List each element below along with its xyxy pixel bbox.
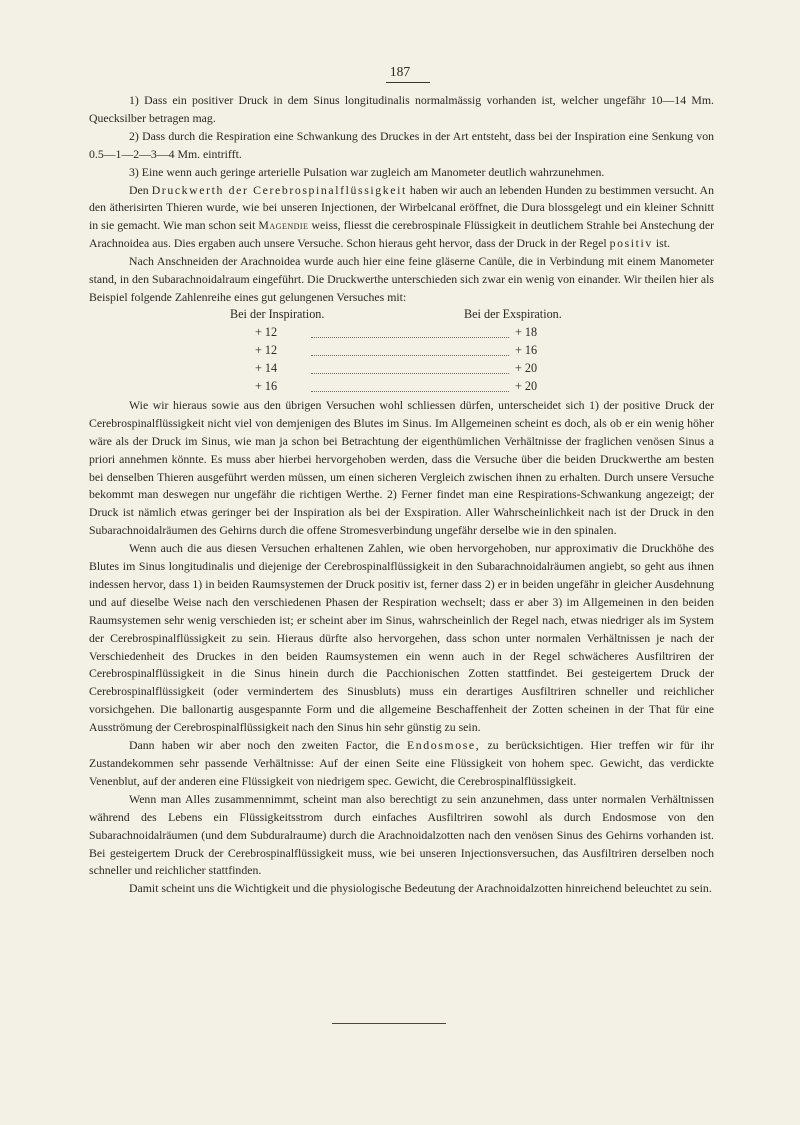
- paragraph-finding-3: 3) Eine wenn auch geringe arterielle Pulsation war zugleich am Manometer deutlich wahrzunehmen.: [129, 164, 605, 179]
- paragraph-experiment: Nach Anschneiden der Arachnoidea wurde auch hier eine feine gläserne Canüle, die in Verbindung mit einem Manometer stand, in den Subarachnoidalraum eingeführt. Die Druckwerthe unterschieden sich zwar ein wenig von einander. Wir theilen hier als Beispiel folgende Zahlenreihe eines gut gelungenen Versuches mit:: [89, 254, 714, 304]
- closing-rule: [332, 1023, 446, 1024]
- exspiration-value: + 16: [515, 342, 538, 357]
- table-row: [89, 379, 714, 397]
- spaced-term-endosmose: Endosmose,: [406, 738, 481, 753]
- paragraph-raumsysteme: Wenn auch die aus diesen Versuchen erhaltenen Zahlen, wie oben hervorgehoben, nur approximativ die Druckhöhe des Blutes im Sinus longitudinalis und diejenige der Cerebrospinalflüssigkeit in den Subarachnoidalräumen angiebt, so geht aus ihnen indessen hervor, dass 1) in beiden Raumsystemen der Druck positiv ist, ferner dass 2) er in beiden ungefähr in gleicher Ausdehnung und auf dieselbe Weise nach den verschiedenen Phasen der Respiration wechselt; dass er aber 3) im Allgemeinen in den beiden Raumsystemen sehr wenig verschieden ist; er scheint aber im Sinus, wahrscheinlich der Regel nach, etwas niedriger als im System der Cerebrospinalflüssigkeit zu sein. Hieraus dürfte also hervorgehen, dass schon unter normalen Verhältnissen je nach der Verschiedenheit des Druckes in den beiden Raumsystemen ein wenn auch in der Regel schwächeres Ausfiltriren der Cerebrospinalflüssigkeit in die Sinus hinein durch die Pacchionischen Zotten stattfindet. Bei gesteigertem Druck der Cerebrospinalflüssigkeit (oder vermindertem des Sinusbluts) muss ein derartiges Ausfiltriren schneller und reichlicher vorsichgehen. Die ballonartig ausgespannte Form und die allgemeine Beschaffenheit der Zotten scheinen in der That für eine Ausströmung der Cerebrospinalflüssigkeit nach den Sinus hin sehr günstig zu sein.: [89, 541, 714, 735]
- text-segment: Den: [129, 182, 149, 197]
- paragraph-conclusions: Wie wir hieraus sowie aus den übrigen Versuchen wohl schliessen dürfen, unterscheidet sich 1) der positive Druck der Cerebrospinalflüssigkeit nicht viel von demjenigen des Blutes im Sinus. Im Allgemeinen scheint es doch, als ob er ein wenig höher wäre als der Druck im Sinus, wie man ja schon bei Betrachtung der eigenthümlichen Verhältnisse der fraglichen venösen Sinus a priori annehmen könnte. Es muss aber hierbei hervorgehoben werden, dass die Versuche über die beiden Druckwerthe am besten bei denselben Thieren ausgeführt werden müssen, um einen sicheren Vergleich zwischen ihnen zu erhalten. Durch unsere Versuche bekommt man deswegen nur ungefähr die richtigen Werthe. 2) Ferner findet man eine Respirations-Schwankung angezeigt; der Druck ist nämlich etwas geringer bei der Inspiration als bei der Exspiration. Aller Wahrscheinlichkeit nach ist der Druck in den Subarachnoidalräumen des Gehirns durch die offene Stromesverbindung ungefähr derselbe wie in den spinalen.: [89, 397, 714, 538]
- text-segment: weiss, fliesst die cerebrospinale Flüssigkeit in deutlichem Strahle bei Anstechung der Arachnoidea aus. Dies ergaben auch unsere Versuche. Schon hieraus geht hervor, dass der Druck in der Regel: [89, 218, 715, 251]
- exspiration-value: + 20: [515, 378, 538, 393]
- paragraph-endosmose: [89, 737, 714, 791]
- paragraph-finding-1: 1) Dass ein positiver Druck in dem Sinus longitudinalis normalmässig vorhanden ist, welcher ungefähr 10—14 Mm. Quecksilber betragen mag.: [89, 93, 714, 125]
- text-segment: ist.: [655, 236, 670, 251]
- table-row: [89, 343, 714, 361]
- table-row: [89, 325, 714, 343]
- pressure-table: [89, 307, 714, 397]
- inspiration-value: + 14: [255, 360, 278, 375]
- page-body: [89, 92, 714, 898]
- dotted-leader: [311, 391, 509, 392]
- dotted-leader: [311, 337, 509, 338]
- exspiration-value: + 20: [515, 360, 538, 375]
- table-row: [89, 361, 714, 379]
- paragraph-summary: Wenn man Alles zusammennimmt, scheint man also berechtigt zu sein anzunehmen, dass unter normalen Verhältnissen während des Lebens ein Flüssigkeitsstrom durch einfaches Ausfiltriren sowohl als durch Endosmose von den Subarachnoidalräumen (und dem Subduralraume) durch die Arachnoidalzotten nach den venösen Sinus des Gehirns vorhanden ist. Bei gesteigertem Druck der Cerebrospinalflüssigkeit muss, wie bei unseren Injectionsversuchen, das Ausfiltriren derselben noch schneller und reichlicher stattfinden.: [89, 791, 714, 878]
- text-segment: haben wir auch an lebenden Hunden zu bestimmen versucht. An den ätherisirten Thieren wurde, wie bei unseren Injectionen, der Wirbelcanal eröffnet, die Dura blossgelegt und ein kleiner Schnitt in sie gemacht. Wie man schon seit: [89, 182, 714, 233]
- inspiration-value: + 12: [255, 342, 278, 357]
- spaced-term-positiv: positiv: [609, 236, 653, 251]
- page-number-rule: [386, 82, 430, 83]
- text-segment: Dann haben wir aber noch den zweiten Factor, die: [129, 738, 400, 753]
- dotted-leader: [311, 373, 509, 374]
- column-header-inspiration: Bei der Inspiration.: [230, 306, 325, 321]
- paragraph-csf-pressure: [89, 182, 714, 254]
- inspiration-value: + 12: [255, 324, 278, 339]
- table-header-row: [89, 307, 714, 325]
- column-header-exspiration: Bei der Exspiration.: [464, 306, 562, 321]
- inspiration-value: + 16: [255, 378, 278, 393]
- text-segment: zu berücksichtigen. Hier treffen wir für ihr Zustandekommen sehr passende Verhältnisse: Auf der einen Seite eine Flüssigkeit von hohem spec. Gewicht, das verdickte Venenblut, auf der anderen eine Flüssigkeit von niedrigem spec. Gewicht, die Cerebrospinalflüssigkeit.: [89, 738, 714, 788]
- page-number: 187: [389, 64, 411, 79]
- paragraph-closing: Damit scheint uns die Wichtigkeit und die physiologische Bedeutung der Arachnoidalzotten hinreichend beleuchtet zu sein.: [129, 881, 712, 896]
- spaced-term-druckwerth: Druckwerth der Cerebrospinalflüssigkeit: [151, 182, 407, 197]
- dotted-leader: [311, 355, 509, 356]
- paragraph-finding-2: 2) Dass durch die Respiration eine Schwankung des Druckes in der Art entsteht, dass bei der Inspiration eine Senkung von 0.5—1—2—3—4 Mm. eintrifft.: [89, 128, 714, 161]
- author-name-magendie: Magendie: [258, 218, 309, 233]
- exspiration-value: + 18: [515, 324, 538, 339]
